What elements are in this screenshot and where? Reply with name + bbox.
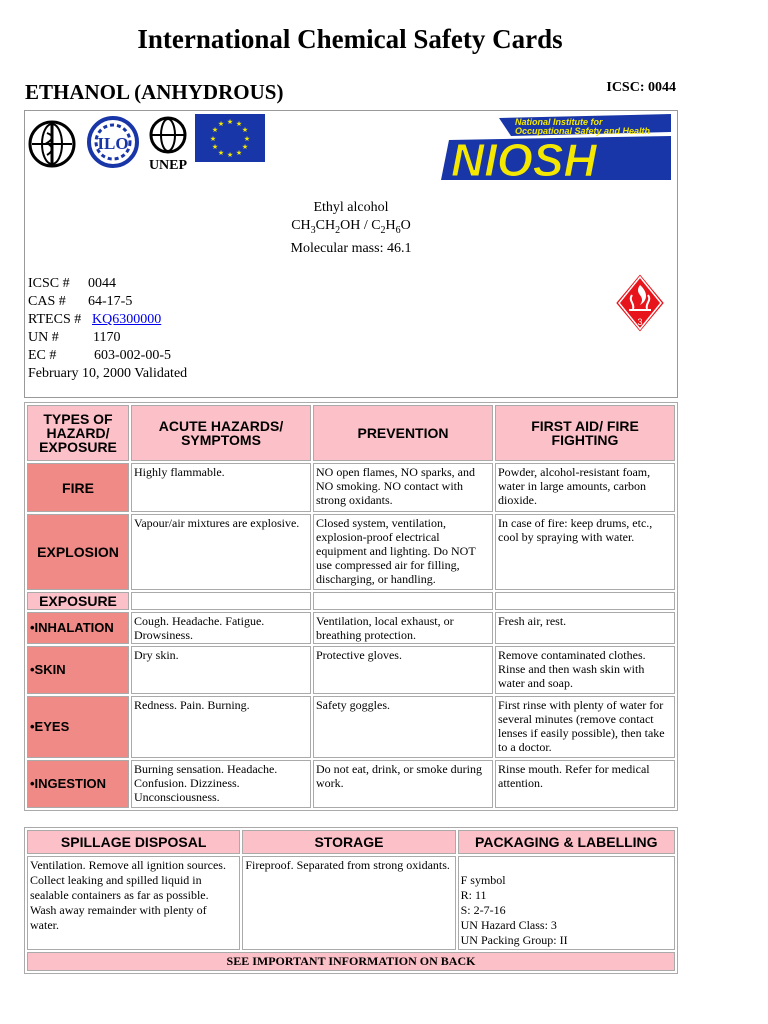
exposure-row-skin (27, 646, 675, 694)
id-key: UN # (28, 330, 59, 345)
flammable-hazard-icon (613, 271, 667, 335)
id-key: RTECS # (28, 312, 82, 327)
id-value: 603-002-00-5 (94, 348, 171, 363)
row-type: •SKIN (27, 646, 129, 694)
page-title: International Chemical Safety Cards (137, 24, 563, 54)
hazard-header-row (27, 405, 675, 461)
cell-first-aid: Rinse mouth. Refer for medical attention. (495, 760, 675, 808)
row-type: •INHALATION (27, 612, 129, 644)
cell-prevention: Protective gloves. (313, 646, 493, 694)
exposure-row-ingestion (27, 760, 675, 808)
cell-first-aid: First rinse with plenty of water for several minutes (remove contact lenses if easily possible), then take to a doctor. (495, 696, 675, 758)
see-back-notice: SEE IMPORTANT INFORMATION ON BACK (27, 952, 675, 971)
storage-content-row (27, 856, 675, 950)
exposure-row-inhalation (27, 612, 675, 644)
cell-acute: Vapour/air mixtures are explosive. (131, 514, 311, 590)
ilo-emblem-icon (87, 115, 139, 169)
cell-prevention: Ventilation, local exhaust, or breathing protection. (313, 612, 493, 644)
identity-card (24, 110, 678, 398)
identity-center (25, 199, 677, 258)
see-back-row (27, 952, 675, 971)
icsc-number-header: ICSC: 0044 (606, 80, 676, 95)
header-prevention: PREVENTION (313, 405, 493, 461)
storage-table (24, 827, 678, 974)
formula: $CH_3CH_2OH / C_2H_6O$ (291, 218, 411, 236)
row-type: EXPLOSION (27, 514, 129, 590)
cell-first-aid: Powder, alcohol-resistant foam, water in large amounts, carbon dioxide. (495, 463, 675, 512)
id-value: 0044 (88, 276, 116, 291)
exposure-row-eyes (27, 696, 675, 758)
svg-text:★: ★ (235, 120, 243, 128)
cell-acute: Highly flammable. (131, 463, 311, 512)
header-spillage: SPILLAGE DISPOSAL (27, 830, 240, 854)
cell-acute: Dry skin. (131, 646, 311, 694)
cell-first-aid: In case of fire: keep drums, etc., cool by spraying with water. (495, 514, 675, 590)
row-type: •INGESTION (27, 760, 129, 808)
svg-text:★: ★ (235, 149, 243, 157)
id-row-icsc (28, 275, 187, 293)
svg-text:★: ★ (241, 126, 249, 134)
header-acute: ACUTE HAZARDS/ SYMPTOMS (131, 405, 311, 461)
cell-first-aid: Remove contaminated clothes. Rinse and then wash skin with water and soap. (495, 646, 675, 694)
cell-prevention: Do not eat, drink, or smoke during work. (313, 760, 493, 808)
header-packaging: PACKAGING & LABELLING (458, 830, 675, 854)
packaging-cell (458, 856, 675, 950)
empty-cell (313, 592, 493, 610)
storage-text: Fireproof. Separated from strong oxidants. (242, 856, 455, 950)
unep-label: UNEP (148, 158, 188, 171)
identifier-list (28, 275, 187, 383)
svg-text:★: ★ (209, 135, 217, 143)
unep-emblem-icon (144, 115, 192, 171)
cell-prevention: Closed system, ventilation, explosion-proof electrical equipment and lighting. Do NOT use compressed air for filling, discharging, or handling. (313, 514, 493, 590)
empty-cell (495, 592, 675, 610)
packaging-line: UN Hazard Class: 3 (460, 918, 557, 932)
storage-header-row (27, 830, 675, 854)
cell-prevention: Safety goggles. (313, 696, 493, 758)
id-key: ICSC # (28, 276, 70, 291)
svg-text:★: ★ (226, 118, 234, 126)
cell-acute: Redness. Pain. Burning. (131, 696, 311, 758)
header-first-aid: FIRST AID/ FIRE FIGHTING (495, 405, 675, 461)
cell-acute: Cough. Headache. Fatigue. Drowsiness. (131, 612, 311, 644)
exposure-label: EXPOSURE (27, 592, 129, 610)
niosh-logo-icon (441, 114, 671, 180)
id-key: EC # (28, 348, 57, 363)
ilo-label: ILO (97, 134, 129, 153)
chemical-name: ETHANOL (ANHYDROUS) (25, 80, 284, 104)
hazard-table (24, 402, 678, 811)
svg-text:★: ★ (241, 143, 249, 151)
row-type: •EYES (27, 696, 129, 758)
id-key: CAS # (28, 294, 66, 309)
who-emblem-icon (27, 119, 77, 169)
hazard-row-fire (27, 463, 675, 512)
id-row-ec (28, 347, 187, 365)
cell-first-aid: Fresh air, rest. (495, 612, 675, 644)
header-storage: STORAGE (242, 830, 455, 854)
niosh-word: NIOSH (451, 134, 597, 180)
empty-cell (131, 592, 311, 610)
packaging-line: UN Packing Group: II (460, 933, 568, 947)
id-row-rtecs (28, 311, 187, 329)
hazard-row-explosion (27, 514, 675, 590)
packaging-line: S: 2-7-16 (460, 903, 506, 917)
molecular-mass: Molecular mass: 46.1 (290, 240, 412, 256)
exposure-header-row (27, 592, 675, 610)
svg-text:★: ★ (226, 151, 234, 159)
svg-text:★: ★ (243, 135, 251, 143)
svg-text:★: ★ (217, 149, 225, 157)
rtecs-link[interactable]: KQ6300000 (92, 312, 162, 327)
id-value: 1170 (93, 330, 121, 345)
packaging-line: R: 11 (460, 888, 487, 902)
svg-text:★: ★ (211, 143, 219, 151)
cell-prevention: NO open flames, NO sparks, and NO smoking. NO contact with strong oxidants. (313, 463, 493, 512)
header-types: TYPES OF HAZARD/ EXPOSURE (27, 405, 129, 461)
row-type: FIRE (27, 463, 129, 512)
eu-flag-icon (195, 114, 265, 162)
id-row-un (28, 329, 187, 347)
id-value: 64-17-5 (88, 294, 133, 309)
spillage-text: Ventilation. Remove all ignition sources. Collect leaking and spilled liquid in sealable containers as far as possible. Wash away remainder with plenty of water. (27, 856, 240, 950)
id-row-cas (28, 293, 187, 311)
synonym: Ethyl alcohol (313, 200, 389, 215)
validated-date: February 10, 2000 Validated (28, 366, 188, 381)
niosh-tagline-2: Occupational Safety and Health (515, 126, 651, 136)
svg-text:★: ★ (217, 120, 225, 128)
svg-text:★: ★ (211, 126, 219, 134)
niosh-tagline-1: National Institute for (515, 117, 603, 127)
svg-text:3: 3 (637, 317, 643, 327)
cell-acute: Burning sensation. Headache. Confusion. Dizziness. Unconsciousness. (131, 760, 311, 808)
packaging-line: F symbol (460, 873, 506, 887)
